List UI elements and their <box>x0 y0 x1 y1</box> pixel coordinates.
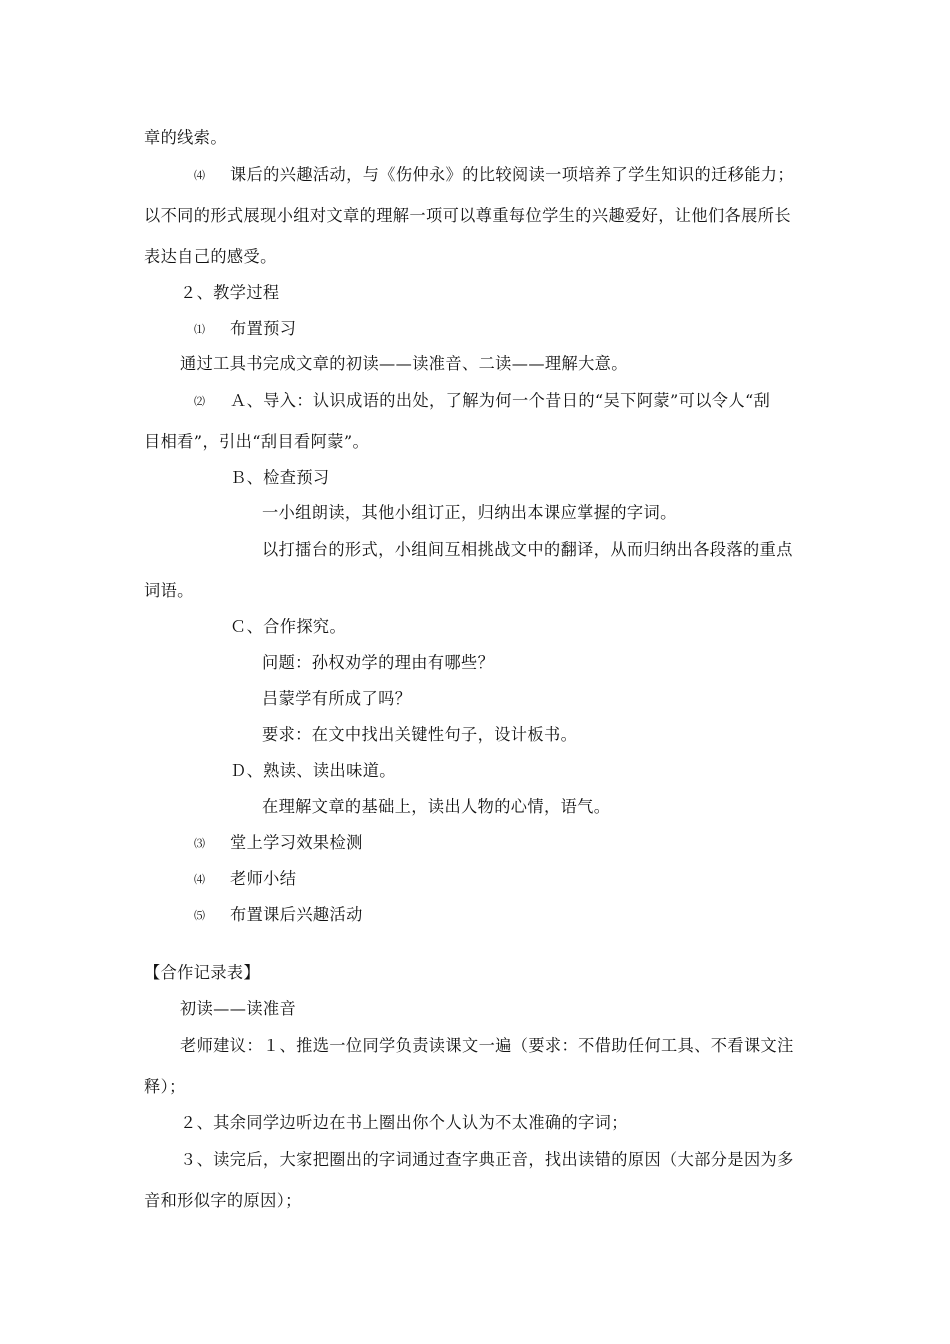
process-heading: ２、教学过程 <box>180 283 280 302</box>
record-table-title: 【合作记录表】 <box>144 963 261 982</box>
step-4 <box>194 869 296 890</box>
sub-c-label: Ｃ、合作探究。 <box>230 617 347 636</box>
sub-b-line-1: 一小组朗读，其他小组订正，归纳出本课应掌握的字词。 <box>262 503 677 522</box>
step-2-text: Ａ、导入：认识成语的出处，了解为何一个昔日的“吴下阿蒙”可以令人“刮 <box>230 391 771 410</box>
advice-line-1: 老师建议：１、推选一位同学负责读课文一遍（要求：不借助任何工具、不看课文注 <box>180 1036 794 1055</box>
advice-line-2: 释）； <box>144 1077 186 1096</box>
sub-c-question-2: 吕蒙学有所成了吗？ <box>262 689 412 708</box>
step-4-marker: ⑷ <box>194 873 206 886</box>
step-5-marker: ⑸ <box>194 909 206 922</box>
advice-item-3-line-1: ３、读完后，大家把圈出的字词通过查字典正音，找出读错的原因（大部分是因为多 <box>180 1150 794 1169</box>
step-3-marker: ⑶ <box>194 837 206 850</box>
step-2-line-1 <box>194 391 770 412</box>
step-4-label: 老师小结 <box>230 869 297 888</box>
item-4-text: 课后的兴趣活动，与《伤仲永》的比较阅读一项培养了学生知识的迁移能力； <box>230 165 794 184</box>
paragraph-tail: 章的线索。 <box>144 128 227 147</box>
step-1 <box>194 319 296 340</box>
step-5-label: 布置课后兴趣活动 <box>230 905 363 924</box>
item-4-marker: ⑷ <box>194 169 206 182</box>
advice-item-2: ２、其余同学边听边在书上圈出你个人认为不太准确的字词； <box>180 1113 628 1132</box>
sub-b-line-3: 词语。 <box>144 581 194 600</box>
step-2-marker: ⑵ <box>194 395 206 408</box>
advice-item-3-line-2: 音和形似字的原因）； <box>144 1191 302 1210</box>
sub-d-label: Ｄ、熟读、读出味道。 <box>230 761 396 780</box>
sub-c-question-1: 问题：孙权劝学的理由有哪些？ <box>262 653 495 672</box>
sub-b-line-2: 以打擂台的形式，小组间互相挑战文中的翻译，从而归纳出各段落的重点 <box>262 540 793 559</box>
sub-b-label: Ｂ、检查预习 <box>230 468 330 487</box>
step-2-line-2: 目相看”，引出“刮目看阿蒙”。 <box>144 432 370 451</box>
step-1-marker: ⑴ <box>194 323 206 336</box>
sub-d-body: 在理解文章的基础上，读出人物的心情，语气。 <box>262 797 611 816</box>
item-4-line-1 <box>194 165 794 186</box>
item-4-line-3: 表达自己的感受。 <box>144 247 277 266</box>
sub-c-requirement: 要求：在文中找出关键性句子，设计板书。 <box>262 725 578 744</box>
first-read-heading: 初读——读准音 <box>180 999 297 1018</box>
step-1-label: 布置预习 <box>230 319 297 338</box>
step-5 <box>194 905 363 926</box>
step-3 <box>194 833 363 854</box>
step-1-body: 通过工具书完成文章的初读——读准音、二读——理解大意。 <box>180 354 628 373</box>
step-3-label: 堂上学习效果检测 <box>230 833 363 852</box>
item-4-line-2: 以不同的形式展现小组对文章的理解一项可以尊重每位学生的兴趣爱好，让他们各展所长 <box>144 206 791 225</box>
